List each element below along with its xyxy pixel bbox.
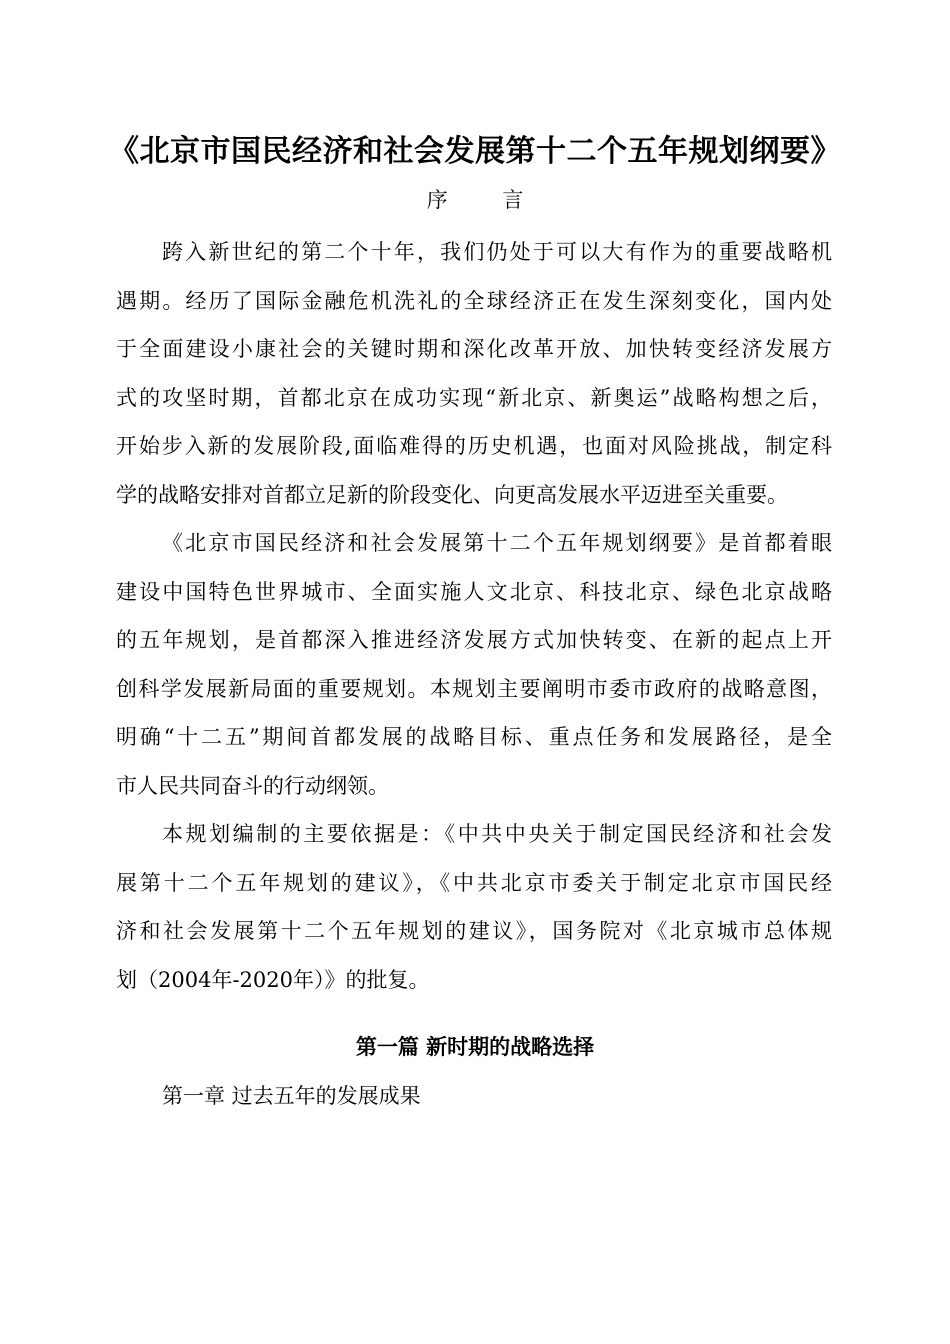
paragraph-1-line: 开始步入新的发展阶段,面临难得的历史机遇，也面对风险挑战，制定科 xyxy=(116,434,832,458)
preface-body xyxy=(116,228,832,1004)
paragraph-1-line: 于全面建设小康社会的关键时期和深化改革开放、加快转变经济发展方 xyxy=(116,337,832,361)
paragraph-2-line: 创科学发展新局面的重要规划。本规划主要阐明市委市政府的战略意图， xyxy=(116,676,832,701)
chapter-heading: 第一章 过去五年的发展成果 xyxy=(162,1084,421,1108)
paragraph-3-line: 展第十二个五年规划的建议》，《中共北京市委关于制定北京市国民经 xyxy=(116,870,832,895)
paragraph-3-line: 划（2004年-2020年）》的批复。 xyxy=(116,967,430,992)
document-title: 《北京市国民经济和社会发展第十二个五年规划纲要》 xyxy=(109,134,841,169)
paragraph-1-line: 学的战略安排对首都立足新的阶段变化、向更高发展水平迈进至关重要。 xyxy=(116,482,788,507)
paragraph-3-line: 本规划编制的主要依据是：《中共中央关于制定国民经济和社会发 xyxy=(162,822,832,846)
paragraph-3-line: 济和社会发展第十二个五年规划的建议》，国务院对《北京城市总体规 xyxy=(116,919,832,943)
paragraph-2-line: 建设中国特色世界城市、全面实施人文北京、科技北京、绿色北京战略 xyxy=(116,579,832,604)
paragraph-1-line: 式的攻坚时期，首都北京在成功实现“新北京、新奥运”战略构想之后， xyxy=(116,385,832,410)
paragraph-2-line: 明确“十二五”期间首都发展的战略目标、重点任务和发展路径，是全 xyxy=(116,725,832,749)
paragraph-1-line: 遇期。经历了国际金融危机洗礼的全球经济正在发生深刻变化，国内处 xyxy=(116,288,832,313)
paragraph-2-line: 《北京市国民经济和社会发展第十二个五年规划纲要》是首都着眼 xyxy=(162,531,832,555)
paragraph-2-line: 市人民共同奋斗的行动纲领。 xyxy=(116,773,389,798)
paragraph-2-line: 的五年规划，是首都深入推进经济发展方式加快转变、在新的起点上开 xyxy=(116,628,832,652)
section-heading: 第一篇 新时期的战略选择 xyxy=(355,1035,595,1059)
preface-heading: 序 言 xyxy=(426,188,548,212)
paragraph-1-line: 跨入新世纪的第二个十年，我们仍处于可以大有作为的重要战略机 xyxy=(162,240,832,264)
